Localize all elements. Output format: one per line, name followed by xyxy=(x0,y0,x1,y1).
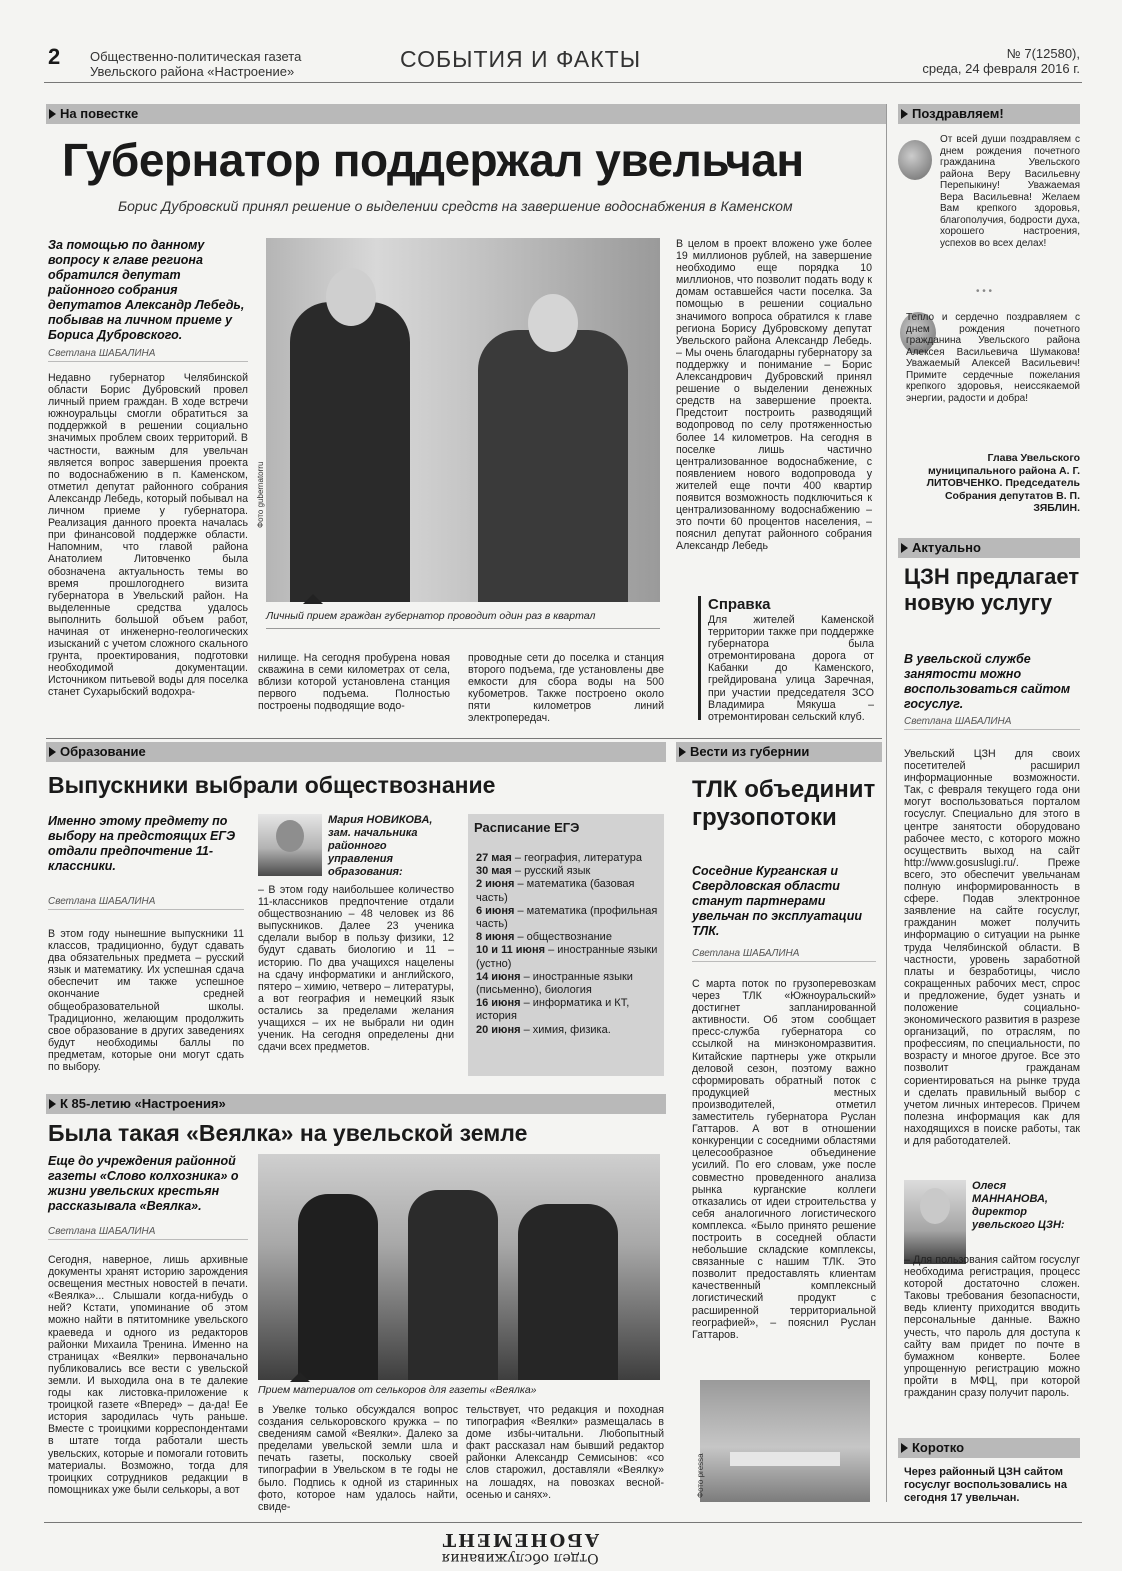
rubric-agenda: На повестке xyxy=(46,104,886,124)
photo-veyalka-figure xyxy=(408,1190,498,1380)
photo-credit-tlk: Фото pressa xyxy=(696,1453,705,1498)
exam-schedule-item: 27 мая – география, литература xyxy=(476,852,642,864)
reference-box-title: Справка xyxy=(708,596,771,613)
caption-pointer-icon xyxy=(290,1372,310,1382)
photo-figure-governor-head xyxy=(326,268,376,326)
quote-author-education-role: зам. начальника районного управления образования: xyxy=(328,827,418,878)
exam-schedule-box xyxy=(468,814,664,1076)
exam-schedule-item: 30 мая – русский язык xyxy=(476,865,591,878)
quote-czn: – Для пользования сайтом госуслуг необходима регистрация, процесс которой достаточно сложен. Таковы требования безопасности, ведь клиенту приходится вводить персональные данные. Важно учесть, что пароль для доступа к сайту вам придет по почте в бумажном конверте. Более упрощенную регистрацию можно пройти в МФЦ, при которой гражданин сразу получит пароль. xyxy=(904,1254,1080,1400)
photo-caption-governor: Личный прием граждан губернатор проводит один раз в квартал xyxy=(266,610,596,622)
exam-schedule-list xyxy=(476,852,658,1037)
rubric-education: Образование xyxy=(46,742,666,762)
article-veyalka-col2: в Увелке только обсуждался вопрос создания селькоровского кружка – по сведениям самой «Веялки». Далеко за пределами увельской земли шла и печать газеты, поскольку своей типографии в Увельском в те годы не было. Подпись к одной из старинных фото, которое нам удалось найти, свиде- xyxy=(258,1404,458,1513)
issue-number: № 7(12580), xyxy=(1006,46,1080,61)
byline-education: Светлана ШАБАЛИНА xyxy=(48,896,244,910)
quote-author-czn-name: Олеся МАННАНОВА, xyxy=(972,1180,1048,1205)
quote-author-czn xyxy=(972,1180,1080,1232)
lead-tlk: Соседние Курганская и Свердловская области станут партнерами увельчан по эксплуатации ТЛК. xyxy=(692,864,862,938)
photo-veyalka xyxy=(258,1154,660,1380)
library-stamp xyxy=(400,1526,640,1566)
congrats-signature: Глава Увельского муниципального района А. Г. ЛИТОВЧЕНКО. Председатель Собрания депутатов В. П. ЗЯБЛИН. xyxy=(926,452,1080,514)
quote-education: – В этом году наибольшее количество 11-классников предпочтение отдали обществознанию – 48 человек из 86 выпускников. Далее 23 ученика сделали выбор в пользу физики, 12 будут сдавать биологию и 11 – историю. По два учащихся нацелены на сдачу информатики и английского, пятеро – химию, четверо – литературы, а вот география и немецкий язык остались за пределами желания учащихся – их не выбрали ни один ученик. На сегодня определены дни сдачи всех предметов. xyxy=(258,884,454,1054)
headline-czn: ЦЗН предлагает новую услугу xyxy=(904,564,1080,615)
section-title: СОБЫТИЯ И ФАКТЫ xyxy=(400,46,642,72)
article-governor-col1: Недавно губернатор Челябинской области Борис Дубровский провел личный прием граждан. В ходе встречи южноуральцы смогли обратиться за поддержкой в решении социально значимых проблем своих территорий. В частности, важным для увельчан является вопрос завершения проекта по водоснабжению в п. Каменском, отметил депутат районного собрания Александр Лебедь, который побывал на личном приеме у губернатора. Реализация данного проекта началась при финансовой поддержке области. Напомним, что главой района Анатолием Литовченко была обозначена актуальность темы во время прошлогоднего визита губернатора в Увельский район. На выделенные средства удалось выполнить большой объем работ, начиная от инженерно-геологических изысканий с учетом сложного скального грунта, проектирования, подготовки необходимой документации. Источником питьевой воды для поселка станет Сухарыбский водохра- xyxy=(48,372,248,699)
byline-czn: Светлана ШАБАЛИНА xyxy=(904,716,1080,730)
byline-tlk: Светлана ШАБАЛИНА xyxy=(692,948,876,962)
photo-handshake xyxy=(256,238,660,602)
article-tlk: С марта поток по грузоперевозкам через ТЛК «Южноуральский» достигнет запланированной активности. Об этом сообщает пресс-служба губернатора со ссылкой на минэкономразвития. Китайские партнеры уже открыли деловой сезон, поэтому важно сформировать обратный поток с продукцией местных производителей, отметил заместитель губернатора Руслан Гаттаров. А вот в отношении конкуренции с соседними областями целесообразное объединение усилий. По его словам, уже после совместно проведенного анализа рынка курганские коллеги отказались от идеи строительства у себя аналогичного логистического комплекса. «Было принято решение построить в соседней области небольшие складские комплексы, связанные с нашим ТЛК. Это позволит предоставлять клиентам качественный комплексный логистический продукт с расширенной территориальной географией», – пояснил Руслан Гаттаров. xyxy=(692,978,876,1341)
photo-tlk xyxy=(696,1380,870,1502)
article-governor-col3: проводные сети до поселка и станция второго подъема, где установлены две емкости для сбора воды на 500 кубометров. Также построено около пяти километров линий электропередач. xyxy=(468,652,664,725)
photo-figure-deputy xyxy=(478,330,628,602)
exam-schedule-item: 10 и 11 июня – иностранные языки (устно) xyxy=(476,944,658,970)
quote-author-education xyxy=(328,814,454,879)
congrats-text-1: От всей души поздравляем с днем рождения почетного гражданина Увельского района Веру Васильевну Перепыкину! Уважаемая Вера Васильевна! Желаем Вам крепкого здоровья, благополучия, бодрости духа, хорошего настроения, успехов во всех делах! xyxy=(940,134,1080,249)
library-stamp-line1: Отдел обслуживания xyxy=(441,1550,599,1566)
photo-novikova xyxy=(258,814,322,876)
paper-name xyxy=(90,49,370,79)
congrats-text-2: Тепло и сердечно поздравляем с днем рождения почетного гражданина Увельского района Алексея Васильевича Шумакова! Уважаемый Алексей Васильевич! Примите сердечные пожелания крепкого здоровья, неиссякаемой энергии, радости и добра! xyxy=(906,312,1080,404)
photo-credit-governor: Фото gubernatorru xyxy=(256,461,265,528)
right-column-divider xyxy=(886,104,887,1502)
photo-caption-veyalka: Прием материалов от селькоров для газеты «Веялка» xyxy=(258,1384,537,1396)
flower-icon xyxy=(898,140,932,180)
rubric-actual: Актуально xyxy=(898,538,1080,558)
headline-education: Выпускники выбрали обществознание xyxy=(48,772,496,798)
photo-figure-deputy-head xyxy=(528,294,578,352)
exam-schedule-item: 6 июня – математика (профильная часть) xyxy=(476,904,658,931)
byline-veyalka: Светлана ШАБАЛИНА xyxy=(48,1226,248,1240)
rubric-region-news: Вести из губернии xyxy=(676,742,882,762)
rubric-anniversary: К 85-летию «Настроения» xyxy=(46,1094,666,1114)
lead-governor: За помощью по данному вопросу к главе региона обратился депутат районного собрания депутатов Александр Лебедь, побывав на личном приеме у Бориса Дубровского. xyxy=(48,238,245,342)
rubric-congrats: Поздравляем! xyxy=(898,104,1080,124)
footer-rule xyxy=(44,1522,1082,1523)
lead-education: Именно этому предмету по выбору на предстоящих ЕГЭ отдали предпочтение 11-классники. xyxy=(48,814,236,873)
paper-name-line1: Общественно-политическая газета xyxy=(90,49,302,64)
issue-info xyxy=(922,46,1080,76)
photo-novikova-face xyxy=(276,820,304,852)
header-rule xyxy=(44,82,1082,83)
caption-rule xyxy=(266,628,660,629)
subtitle-governor: Борис Дубровский принял решение о выделении средств на завершение водоснабжения в Каменском xyxy=(118,198,793,214)
photo-tlk-building xyxy=(730,1452,840,1466)
article-governor-col4: В целом в проект вложено уже более 19 миллионов рублей, на завершение необходимо еще порядка 10 миллионов, что позволит подать воду к домам оставшейся части поселка. За помощью в решении социально значимого вопроса обратился к главе региона Борису Дубровскому депутат Увельского района Александр Лебедь. – Мы очень благодарны губернатору за поддержку и понимание – Борис Александрович Дубровский принял решение о выделении денежных средств на завершение проекта. Предстоит построить разводящий водопровод по селу протяженностью более 14 километров. На сегодня в поселке лишь частично централизованное водоснабжение, с появлением нового водопровода у жителей еще почти 400 квартир появится возможность подключиться к централизованному водоснабжению – это почти 60 процентов населения, – пояснил депутат районного собрания Александр Лебедь xyxy=(676,238,872,553)
exam-schedule-item: 16 июня – информатика и КТ, история xyxy=(476,997,630,1023)
article-education: В этом году нынешние выпускники 11 классов, традиционно, будут сдавать два обязательных предмета – русский язык и математику. Их успешная сдача обеспечит им также успешное окончание средней общеобразовательной школы. Традиционно, желающим продолжить свое образование в других заведениях будут необходимы баллы по предметам, которые они могут сдать по выбору. xyxy=(48,928,244,1074)
photo-veyalka-figure xyxy=(518,1204,618,1380)
reference-box-bar xyxy=(698,596,701,720)
caption-pointer-icon xyxy=(303,594,323,604)
paper-name-line2: Увельского района «Настроение» xyxy=(90,64,295,79)
congrats-separator: • • • xyxy=(976,286,993,297)
headline-tlk: ТЛК объединит грузопотоки xyxy=(692,776,876,831)
photo-veyalka-figure xyxy=(298,1194,378,1380)
exam-schedule-title: Расписание ЕГЭ xyxy=(474,820,580,835)
photo-figure-governor xyxy=(290,302,410,602)
section-rule xyxy=(46,738,882,739)
quote-author-czn-role: директор увельского ЦЗН: xyxy=(972,1206,1065,1231)
article-governor-col2: нилище. На сегодня пробурена новая скважина в семи километрах от села, вблизи которой установлена станция первого подъема. Полностью построены подводящие водо- xyxy=(258,652,450,713)
byline-governor: Светлана ШАБАЛИНА xyxy=(48,348,248,362)
article-veyalka-col1: Сегодня, наверное, лишь архивные документы хранят историю зарождения освещения местных новостей в печати. «Веялка»... Слышали когда-нибудь о ней? Кстати, упоминание об этом можно найти в пятитомнике увельского краеведа и одного из редакторов районки Михаила Тренина. Именно на страницах «Веялки» первоначально публиковались все вести с увельской земли. И выходила она в те далекие годы как листовка-приложение к троицкой газете «Вперед» – да-да! Ее история зародилась чуть раньше. Вместе с троицкими корреспондентами в штате тогда работали шесть увельских, которые и помогали готовить материалы. Возможно, тогда для троицких сотрудников редакции в помощниках уже были селькоры, а вот xyxy=(48,1254,248,1496)
exam-schedule-item: 20 июня – химия, физика. xyxy=(476,1023,611,1036)
exam-schedule-item: 14 июня – иностранные языки (письменно), биология xyxy=(476,970,633,997)
reference-box-text: Для жителей Каменской территории также при поддержке губернатора была отремонтирована дорога от Кабанки до Каменского, грейдирована улица Заречная, при участии председателя ЗСО Владимира Мякуша – отремонтирован сельский клуб. xyxy=(708,614,874,723)
short-news: Через районный ЦЗН сайтом госуслуг воспользовались на сегодня 17 увельчан. xyxy=(904,1466,1067,1504)
quote-author-education-name: Мария НОВИКОВА, xyxy=(328,814,433,826)
lead-czn: В увельской службе занятости можно воспользоваться сайтом госуслуг. xyxy=(904,652,1071,711)
headline-veyalka: Была такая «Веялка» на увельской земле xyxy=(48,1120,528,1146)
page-number: 2 xyxy=(48,44,61,69)
article-veyalka-col3: тельствует, что редакция и походная типография «Веялки» размещалась в доме избы-читальни. Любопытный факт рассказал нам бывший редактор районки Александр Семисынов: «со слов старожил, доставляли «Веялку» на лошадях, на повозках весной-осенью и санях». xyxy=(466,1404,664,1501)
photo-mannanova-face xyxy=(920,1188,950,1224)
lead-veyalka: Еще до учреждения районной газеты «Слово колхозника» о жизни увельских крестьян рассказывала «Веялка». xyxy=(48,1154,239,1213)
exam-schedule-item: 2 июня – математика (базовая часть) xyxy=(476,878,635,904)
rubric-short: Коротко xyxy=(898,1438,1080,1458)
issue-date: среда, 24 февраля 2016 г. xyxy=(922,61,1080,76)
headline-governor: Губернатор поддержал увельчан xyxy=(62,134,804,186)
photo-mannanova xyxy=(904,1180,966,1264)
article-czn: Увельский ЦЗН для своих посетителей расширил информационные возможности. Так, с февраля текущего года они могут воспользоваться порталом госуслуг. Специально для этого в центре занятости оборудовано рабочее место, с которого можно осуществить выход на сайт http://www.gosuslugi.ru/. Преже всего, это обеспечит увельчанам полную информированность в сфере. Подав электронное заявление на сайте госуслуг, гражданин может получить информацию о ситуации на рынке труда Челябинской области. В частности, уровень заработной платы и безработицы, число сокращенных рабочих мест, спрос и предложение, будет узнать и положение социально-экономического развития в разрезе организаций, по отраслям, по профессиям, по специальности, по возрасту и многое другое. Все это позволит гражданам сориентироваться на рынке труда и сделать правильный выбор с учетом личных интересов. Причем полезна информация как для находящихся в поиске работы, так и для работодателей. xyxy=(904,748,1080,1147)
library-stamp-line2: АБОНЕМЕНТ xyxy=(440,1529,600,1550)
exam-schedule-item: 8 июня – обществознание xyxy=(476,931,612,944)
